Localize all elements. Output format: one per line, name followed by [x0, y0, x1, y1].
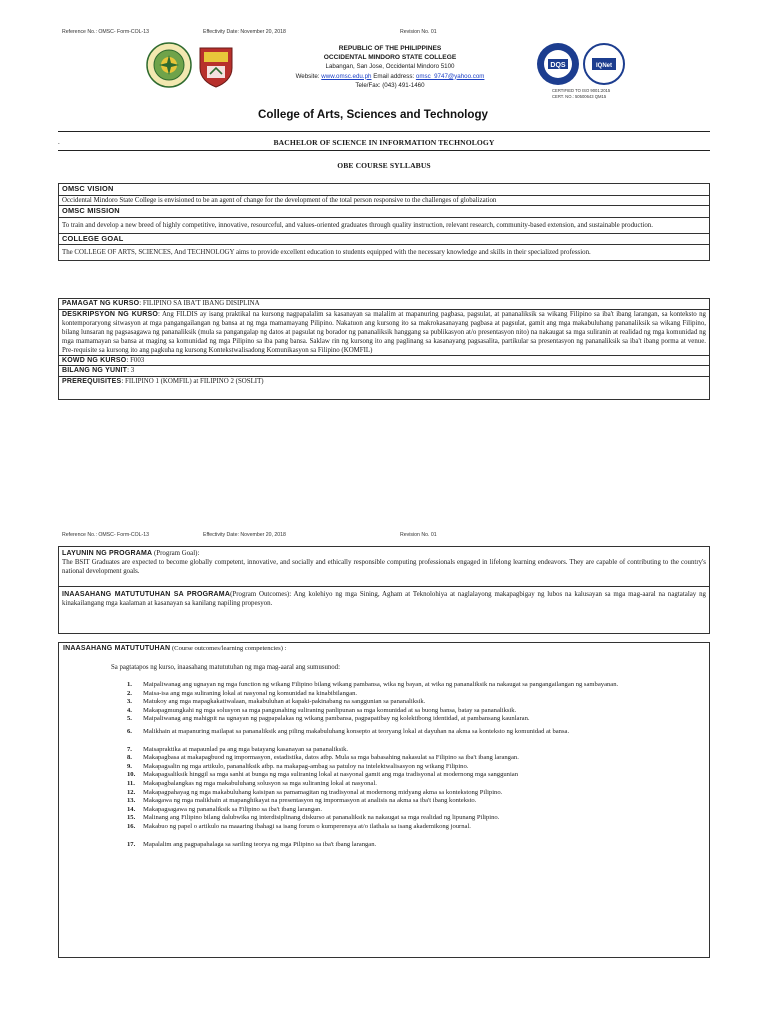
bullet-mark: .	[58, 138, 60, 146]
svg-text:DQS: DQS	[550, 62, 566, 69]
list-item	[127, 822, 697, 832]
list-item	[127, 706, 697, 716]
list-item	[127, 797, 697, 806]
item-number: 17.	[127, 840, 136, 848]
item-text: Maipaliwanag ang mahigpit na ugnayan ng pagpapalakas ng wikang pambansa, pagpapatibay ng kolektibong identidad, at pambansang kaunlaran.	[143, 715, 530, 723]
item-number: 2.	[127, 689, 132, 697]
course-outcomes-list	[127, 681, 697, 849]
course-desc-label: DESKRIPSYON NG KURSO	[62, 310, 158, 318]
item-text: Makapagbalangkas ng mga makabuluhang solusyon sa mga suliraning lokal at nasyonal.	[143, 779, 377, 787]
course-units-label: BILANG NG YUNIT	[62, 367, 128, 375]
item-text: Makapagpahayag ng mga makabuluhang kaisipan sa pamamagitan ng tradisyonal at modernong midyang akma sa kontekstong Pilipino.	[143, 788, 503, 796]
vision-label: OMSC VISION	[62, 184, 114, 193]
list-item	[127, 727, 697, 737]
item-number: 5.	[127, 715, 132, 723]
website-label: Website:	[295, 72, 320, 80]
course-outcomes-label: INAASAHANG MATUTUTUHAN	[63, 645, 171, 652]
list-item	[127, 779, 697, 789]
item-text: Maisapraktika at mapaunlad pa ang mga batayang kasanayan sa pananaliksik.	[143, 745, 349, 753]
goal-label-row	[59, 234, 709, 246]
program-divider	[58, 150, 710, 151]
item-text: Maisa-isa ang mga suliraning lokal at nasyonal ng komunidad na kinabibilangan.	[143, 689, 358, 697]
email-link[interactable]: omsc_9747@yahoo.com	[415, 72, 485, 80]
item-text: Makapagbasa at makapagbuod ng impormasyon, estadistika, datos atbp. Mula sa mga babasahing nakasulat sa Filipino sa iba't ibang larangan.	[143, 754, 519, 762]
mission-label-row	[59, 206, 709, 218]
college-name: College of Arts, Sciences and Technology	[258, 108, 488, 121]
prereq-label: PREREQUISITES	[62, 377, 122, 385]
item-number: 1.	[127, 681, 132, 688]
vision-text-row	[59, 196, 709, 207]
item-number: 10.	[127, 771, 136, 779]
reference-number: Reference No.: OMSC- Form-COL-13	[62, 29, 150, 35]
item-text: Malikhain at mapanuring mailapat sa pananaliksik ang piling makabuluhang konsepto at teoryang lokal at dayuhan na akma sa konteksto ng komunidad at bansa.	[143, 727, 570, 735]
list-item	[127, 745, 697, 755]
address-line: Labangan, San Jose, Occidental Mindoro 5100	[325, 63, 455, 71]
item-text: Makapagsaliksik hinggil sa mga sanhi at bunga ng mga suliraning lokal at nasyonal gamit ang mga tradisyonal at modernong mga sanggunian	[143, 771, 519, 779]
course-code-label: KOWD NG KURSO	[62, 356, 127, 364]
program-goal-text: The BSIT Graduates are expected to become globally competent, innovative, and socially and ethically responsible computing professionals engaged in lifelong learning endeavors. They are capable of contributing to the country's national development goals.	[62, 559, 706, 575]
item-number: 9.	[127, 762, 132, 770]
syllabus-title: OBE COURSE SYLLABUS	[337, 161, 431, 170]
telefax-line: Tele/Fax: (043) 491-1460	[355, 81, 425, 89]
list-item	[127, 762, 697, 772]
program-outcomes-label: INAASAHANG MATUTUTUHAN SA PROGRAMA	[62, 591, 231, 598]
course-code-value: : F003	[126, 356, 145, 364]
mission-label: OMSC MISSION	[62, 206, 120, 216]
cert-line-1: CERTIFIED TO ISO 9001:2015	[552, 88, 611, 93]
item-text: Maipaliwanag ang ugnayan ng mga function ng wikang Filipino bilang wikang pambansa, wika ng bayan, at wika ng pananaliksik na nakaugat sa pangangailangan ng sambayanan.	[143, 681, 619, 688]
item-number: 8.	[127, 754, 132, 762]
course-outcomes-box	[58, 642, 710, 958]
cert-line-2: CERT. NO.: 50500643 QM15	[552, 94, 607, 99]
prereq-value: : FILIPINO 1 (KOMFIL) at FILIPINO 2 (SOSLIT)	[121, 377, 264, 385]
certification-logo	[536, 42, 580, 86]
effectivity-date-page2: Effectivity Date: November 20, 2018	[203, 532, 286, 538]
item-text: Malinang ang Filipino bilang dalubwika ng interdisiplinang diskurso at pananaliksik na nakaugat sa mga realidad ng lipunang Pilipino.	[143, 814, 500, 822]
revision-number-page2: Revision No. 01	[400, 532, 437, 538]
mission-text: To train and develop a new breed of highly competitive, innovative, resourceful, and values-oriented graduates through quality instruction, relevant research, community-based extension, and sustainable production.	[62, 221, 653, 229]
svg-text:IQNet: IQNet	[595, 63, 613, 69]
list-item	[127, 689, 697, 699]
program-goal-label: LAYUNIN NG PROGRAMA	[62, 550, 153, 557]
list-item	[127, 681, 697, 690]
course-code-row	[59, 356, 709, 367]
program-outcomes-label-en: (Program Outcomes):	[230, 591, 292, 598]
item-text: Matukoy ang mga mapagkakatiwalaan, makabuluhan at kapaki-pakinabang na sanggunian sa pananaliksik.	[143, 698, 426, 706]
institution-header	[250, 44, 530, 90]
iqnet-logo	[582, 42, 626, 86]
goal-label: COLLEGE GOAL	[62, 233, 124, 243]
item-text: Makapagmungkahi ng mga solusyon sa mga pangunahing suliraning panlipunan sa mga komunidad at sa buong bansa, batay sa pananaliksik.	[143, 706, 517, 714]
course-outcomes-header	[63, 645, 705, 652]
item-number: 7.	[127, 745, 132, 753]
course-info-table	[58, 298, 710, 400]
course-units-row	[59, 366, 709, 377]
email-label: Email address:	[373, 72, 415, 80]
republic-line: REPUBLIC OF THE PHILIPPINES	[338, 45, 442, 52]
program-goal-label-en: (Program Goal):	[154, 550, 200, 557]
course-desc-row	[59, 310, 709, 356]
item-number: 4.	[127, 706, 132, 714]
course-outcomes-label-en: (Course outcomes/learning competencies) :	[171, 645, 287, 652]
course-title-value: : FILIPINO SA IBA'T IBANG DISIPLINA	[139, 300, 260, 307]
program-outcomes-row	[59, 587, 709, 633]
item-text: Makapagsalin ng mga artikulo, pananaliksik atbp. na makapag-ambag sa patuloy na intelektwalisasyon ng wikang Filipino.	[143, 762, 469, 770]
course-outcomes-intro: Sa pagtatapos ng kurso, inaasahang matututuhan ng mga mag-aaral ang sumusunod:	[111, 664, 340, 671]
website-link[interactable]: www.omsc.edu.ph	[321, 72, 372, 80]
program-outcomes-text: Ang kolehiyo ng mga Sining, Agham at Teknolohiya at naglalayong makapagbigay ng lubos na kalusayan sa mga mag-aaral na nagtatalay ng kinakailangang mga kaalaman at kasanayan sa kanilang napiling propesyon.	[62, 591, 706, 607]
certification-text	[552, 88, 642, 100]
program-table	[58, 546, 710, 634]
item-number: 3.	[127, 698, 132, 706]
list-item	[127, 754, 697, 763]
omsc-seal-logo	[146, 42, 192, 88]
contact-line	[250, 72, 530, 81]
course-desc-text: : Ang FILDIS ay isang praktikal na kursong nagpapalalim sa kasanayan sa malalim at mapanuring pagbasa, pagsulat, at pananaliksik sa wikang Filipino sa iba't ibang larangan, sa konteksto ng kontemporaryong sitwasyon at mga pangangailangan ng bansa at ng mga mamamayang Pilipino. Nakatuon ang kursong ito sa makrokasanayang pagbasa at pagsulat, gamit ang mga makabuluhang pananaliksik sa wikang Filipino, bilang lunsaran ng pagsasagawa ng pananaliksik (mula sa pangangalap ng datos at pagsulat ng borador ng pananaliksik hanggang sa publikasyon at/o presentasyon nito) na nakaugat sa mga suliranin at realidad ng mga komunidad ng mga mamamayan sa bansa at maging sa komunidad ng mga Pilipino sa iba pang bansa. Saklaw rin ng kursong ito ang paglinang sa kasanayang pagsasalita, partikular sa presentasyon ng pananaliksik sa iba't ibang porma at venue. Pre-requisite sa kursong ito ang pagkuha ng kursong Kontekstwalisadong Komunikasyon sa Filipino (KOMFIL)	[62, 310, 706, 354]
list-item	[127, 771, 697, 780]
list-item	[127, 840, 697, 850]
vmg-table	[58, 183, 710, 261]
vision-text: Occidental Mindoro State College is envisioned to be an agent of change for the development of the total person responsive to the challenges of globalization	[62, 196, 497, 204]
item-number: 16.	[127, 822, 136, 830]
list-item	[127, 814, 697, 823]
item-text: Makagawa ng mga malikhain at mapanghikayat na presentasyon ng impormasyon at analisis na akma sa iba't ibang konteksto.	[143, 797, 477, 805]
item-number: 13.	[127, 797, 136, 805]
header-divider	[58, 131, 710, 132]
item-number: 12.	[127, 788, 136, 796]
item-number: 15.	[127, 814, 136, 822]
course-units-value: : 3	[127, 367, 135, 375]
list-item	[127, 788, 697, 798]
goal-text: The COLLEGE OF ARTS, SCIENCES, And TECHNOLOGY aims to provide excellent education to students equipped with the necessary knowledge and skills in their specialized profession.	[62, 249, 591, 257]
reference-number-page2: Reference No.: OMSC- Form-COL-13	[62, 532, 150, 538]
list-item	[127, 805, 697, 815]
effectivity-date: Effectivity Date: November 20, 2018	[203, 29, 286, 35]
goal-text-row	[59, 245, 709, 260]
program-title: BACHELOR OF SCIENCE IN INFORMATION TECHNOLOGY	[273, 138, 495, 147]
school-name: OCCIDENTAL MINDORO STATE COLLEGE	[323, 54, 457, 62]
revision-number: Revision No. 01	[400, 29, 437, 35]
program-goal-row	[59, 547, 709, 587]
college-crest-logo	[196, 44, 236, 88]
item-text: Makabuo ng papel o artikulo na maaaring ibahagi sa isang forum o kumperensya at/o ilathala sa isang akademikong journal.	[143, 822, 471, 830]
prereq-row	[59, 377, 709, 399]
item-number: 11.	[127, 779, 135, 787]
item-number: 14.	[127, 805, 136, 813]
item-text: Makapagsagawa ng pananaliksik sa Filipino sa iba't ibang larangan.	[143, 805, 322, 813]
course-title-row	[59, 299, 709, 310]
mission-text-row	[59, 218, 709, 234]
list-item	[127, 715, 697, 724]
item-number: 6.	[127, 727, 132, 735]
list-item	[127, 698, 697, 707]
course-title-label: PAMAGAT NG KURSO	[62, 300, 140, 307]
item-text: Mapalalim ang pagpapahalaga sa sariling teorya ng mga Pilipino sa iba't ibang larangan.	[143, 840, 377, 848]
vision-label-row	[59, 184, 709, 196]
